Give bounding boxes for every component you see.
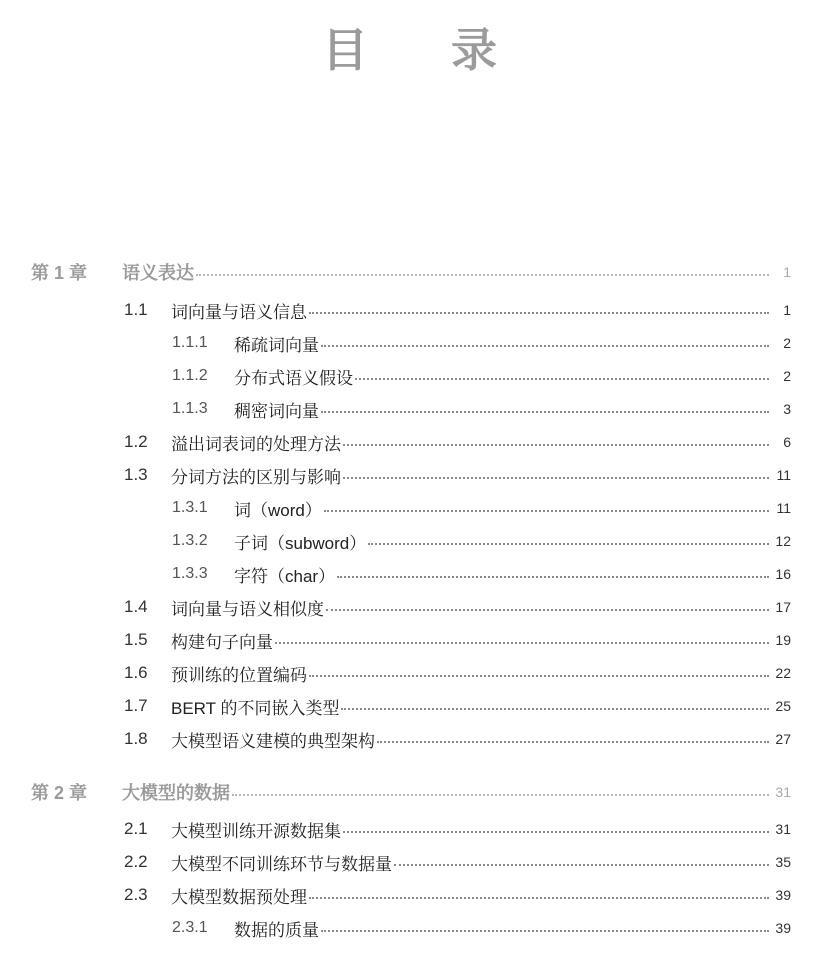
section-title: 构建句子向量 [171,632,273,652]
section-number: 1.6 [124,663,148,682]
dot-leader [341,708,769,710]
subsection-title: 稀疏词向量 [234,335,319,355]
section-title: 预训练的位置编码 [171,665,307,685]
toc-subsection-1-3-2[interactable] [0,528,829,554]
chapter-title: 语义表达 [122,263,194,283]
section-number: 1.4 [124,597,148,616]
dot-leader [368,543,769,545]
page-number: 2 [783,335,791,351]
section-title: 大模型语义建模的典型架构 [171,731,375,751]
dot-leader [377,741,769,743]
title-char-1: 目 [322,23,368,77]
page-number: 2 [783,368,791,384]
page-number: 12 [775,533,791,549]
page-number: 6 [783,434,791,450]
section-title: 大模型训练开源数据集 [171,821,341,841]
toc-section-2-1[interactable] [0,816,829,842]
dot-leader [394,864,769,866]
dot-leader [343,444,769,446]
toc-subsection-1-1-3[interactable] [0,396,829,422]
toc-section-1-8[interactable] [0,726,829,752]
subsection-number: 1.3.2 [172,532,208,549]
page-number: 11 [776,467,791,483]
dot-leader [321,345,769,347]
section-title: 大模型不同训练环节与数据量 [171,854,392,874]
page-number: 3 [783,401,791,417]
section-number: 1.3 [124,465,148,484]
dot-leader [343,477,769,479]
section-number: 2.2 [124,852,148,871]
toc-section-1-1[interactable] [0,297,829,323]
dot-leader [343,831,769,833]
dot-leader [326,609,769,611]
page-number: 39 [775,920,791,936]
toc-subsection-1-1-1[interactable] [0,330,829,356]
subsection-title: 分布式语义假设 [234,368,353,388]
dot-leader [355,378,769,380]
page-number: 1 [783,302,791,318]
dot-leader [196,274,769,276]
toc-chapter-1[interactable] [0,259,829,285]
dot-leader [321,411,769,413]
section-title: 词向量与语义信息 [171,302,307,322]
toc-section-1-5[interactable] [0,627,829,653]
chapter-number: 第 1 章 [31,263,88,283]
dot-leader [309,675,769,677]
dot-leader [309,897,769,899]
section-title: 溢出词表词的处理方法 [171,434,341,454]
toc-section-1-2[interactable] [0,429,829,455]
subsection-number: 1.3.3 [172,565,208,582]
page-number: 17 [775,599,791,615]
section-number: 1.5 [124,630,148,649]
subsection-number: 1.1.2 [172,367,208,384]
subsection-title: 词（word） [234,500,322,520]
section-title: 词向量与语义相似度 [171,599,324,619]
section-number: 1.7 [124,696,148,715]
toc-subsection-1-1-2[interactable] [0,363,829,389]
page-number: 31 [775,821,791,837]
subsection-title: 字符（char） [234,566,336,586]
page-number: 31 [775,784,791,800]
section-number: 1.2 [124,432,148,451]
toc-section-1-4[interactable] [0,594,829,620]
toc-section-1-7[interactable] [0,693,829,719]
page-number: 39 [775,887,791,903]
section-title: 大模型数据预处理 [171,887,307,907]
dot-leader [232,794,769,796]
page-number: 16 [775,566,791,582]
section-number: 2.1 [124,819,148,838]
section-title: 分词方法的区别与影响 [171,467,341,487]
page-number: 11 [776,500,791,516]
section-number: 1.1 [124,300,148,319]
page-number: 27 [775,731,791,747]
page-number: 22 [775,665,791,681]
subsection-number: 1.3.1 [172,499,208,516]
chapter-title: 大模型的数据 [122,783,230,803]
toc-section-2-2[interactable] [0,849,829,875]
subsection-number: 1.1.3 [172,400,208,417]
section-number: 1.8 [124,729,148,748]
dot-leader [337,576,769,578]
toc-subsection-1-3-3[interactable] [0,561,829,587]
page-number: 1 [783,264,791,280]
page-number: 35 [775,854,791,870]
section-number: 2.3 [124,885,148,904]
toc-chapter-2[interactable] [0,779,829,805]
dot-leader [275,642,769,644]
subsection-number: 1.1.1 [172,334,208,351]
dot-leader [309,312,769,314]
dot-leader [324,510,769,512]
toc-section-1-3[interactable] [0,462,829,488]
subsection-title: 子词（subword） [234,533,367,553]
toc-section-1-6[interactable] [0,660,829,686]
title-char-2: 录 [451,23,497,77]
chapter-number: 第 2 章 [31,783,88,803]
page-number: 19 [775,632,791,648]
page-number: 25 [775,698,791,714]
toc-subsection-2-3-1[interactable] [0,915,829,941]
subsection-number: 2.3.1 [172,919,208,936]
dot-leader [321,930,769,932]
section-title: BERT 的不同嵌入类型 [171,698,340,718]
subsection-title: 数据的质量 [234,920,319,940]
page-title [0,22,829,82]
toc-section-2-3[interactable] [0,882,829,908]
toc-subsection-1-3-1[interactable] [0,495,829,521]
subsection-title: 稠密词向量 [234,401,319,421]
